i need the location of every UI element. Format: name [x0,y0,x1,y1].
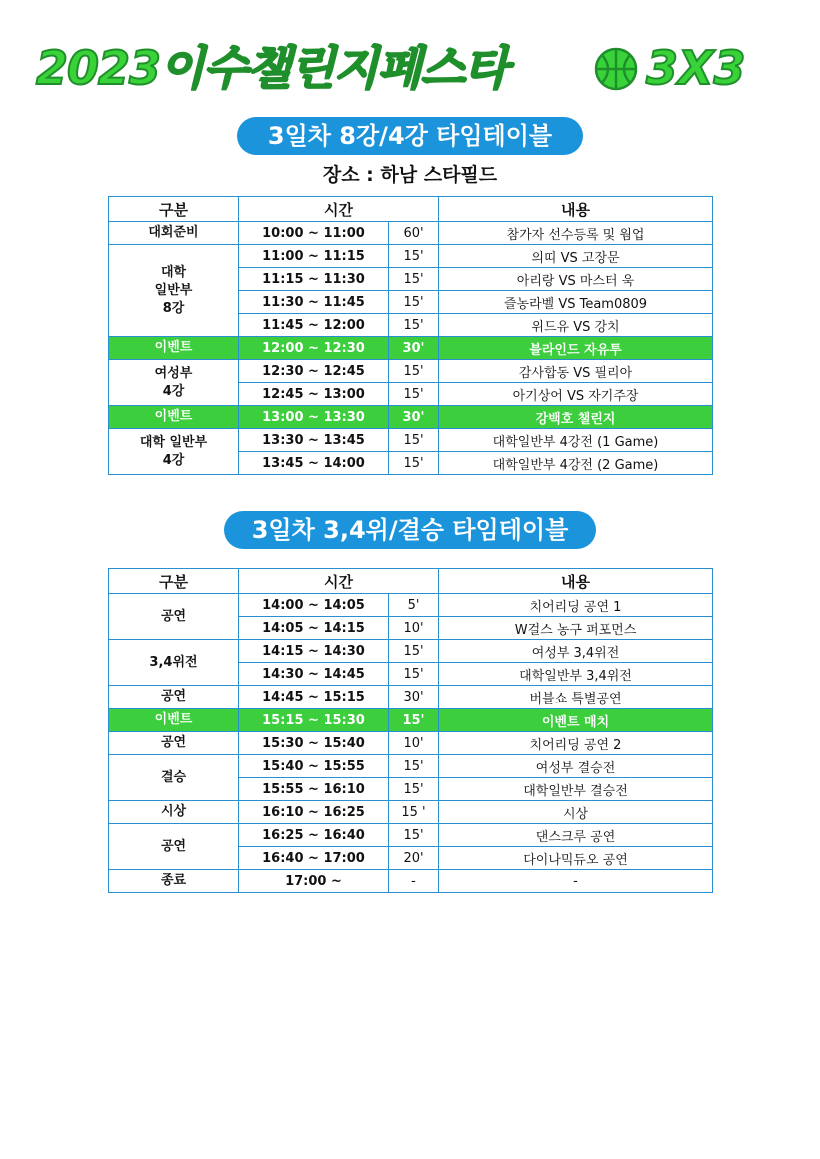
time-cell: 15:40 ~ 15:55 [239,755,389,778]
duration-cell: 15' [389,268,439,291]
content-cell: 즐농라벨 VS Team0809 [439,291,713,314]
time-cell: 12:30 ~ 12:45 [239,360,389,383]
category-cell [109,360,239,406]
table-row [109,801,713,824]
content-cell: 블라인드 자유투 [439,337,713,360]
time-cell: 14:05 ~ 14:15 [239,617,389,640]
content-cell: 치어리딩 공연 2 [439,732,713,755]
time-cell: 15:15 ~ 15:30 [239,709,389,732]
content-cell: 다이나믹듀오 공연 [439,847,713,870]
table-header-row [109,569,713,594]
col-content: 내용 [439,569,713,594]
time-cell: 15:55 ~ 16:10 [239,778,389,801]
duration-cell: 15' [389,360,439,383]
content-cell: 대학일반부 4강전 (1 Game) [439,429,713,452]
category-line: 일반부 [154,282,193,298]
category-cell: 공연 [109,686,239,709]
table-row [109,732,713,755]
table-row [109,360,713,383]
duration-cell: 15' [389,824,439,847]
schedule-table-day3-quarter-semi [108,196,713,475]
category-cell: 이벤트 [109,709,239,732]
time-cell: 14:00 ~ 14:05 [239,594,389,617]
duration-cell: 10' [389,617,439,640]
category-line: 여성부 [154,365,193,381]
duration-cell: 15' [389,429,439,452]
content-cell: 치어리딩 공연 1 [439,594,713,617]
content-cell: 여성부 3,4위전 [439,640,713,663]
content-cell: 댄스크루 공연 [439,824,713,847]
duration-cell: - [389,870,439,893]
col-content: 내용 [439,197,713,222]
duration-cell: 15' [389,452,439,475]
duration-cell: 15' [389,383,439,406]
table-row [109,429,713,452]
time-cell: 14:15 ~ 14:30 [239,640,389,663]
category-line: 4강 [162,452,185,468]
content-cell: 감사합동 VS 필리아 [439,360,713,383]
time-cell: 14:30 ~ 14:45 [239,663,389,686]
duration-cell: 15' [389,314,439,337]
content-cell: 의띠 VS 고장문 [439,245,713,268]
category-cell: 종료 [109,870,239,893]
duration-cell: 15' [389,291,439,314]
duration-cell: 15' [389,663,439,686]
content-cell: 참가자 선수등록 및 웜업 [439,222,713,245]
table-row [109,686,713,709]
category-line: 대학 [160,264,187,280]
content-cell: 이벤트 매치 [439,709,713,732]
table-row [109,755,713,778]
time-cell: 12:00 ~ 12:30 [239,337,389,360]
time-cell: 16:25 ~ 16:40 [239,824,389,847]
time-cell: 11:45 ~ 12:00 [239,314,389,337]
content-cell: - [439,870,713,893]
content-cell: 대학일반부 결승전 [439,778,713,801]
table-row [109,245,713,268]
content-cell: 대학일반부 4강전 (2 Game) [439,452,713,475]
category-cell: 시상 [109,801,239,824]
festival-title-3x3: 3X3 [646,41,746,95]
time-cell: 10:00 ~ 11:00 [239,222,389,245]
category-cell: 3,4위전 [109,640,239,686]
col-category: 구분 [109,569,239,594]
content-cell: 여성부 결승전 [439,755,713,778]
duration-cell: 20' [389,847,439,870]
content-cell: 버블쇼 특별공연 [439,686,713,709]
content-cell: 아리랑 VS 마스터 욱 [439,268,713,291]
event-row [109,406,713,429]
festival-header [0,38,820,102]
duration-cell: 15' [389,755,439,778]
time-cell: 16:10 ~ 16:25 [239,801,389,824]
content-cell: 시상 [439,801,713,824]
category-line: 대학 일반부 [139,434,208,450]
category-cell: 이벤트 [109,406,239,429]
duration-cell: 15' [389,245,439,268]
category-line: 8강 [162,300,185,316]
table-row [109,594,713,617]
duration-cell: 30' [389,406,439,429]
duration-cell: 15' [389,640,439,663]
time-cell: 11:15 ~ 11:30 [239,268,389,291]
duration-cell: 30' [389,337,439,360]
time-cell: 17:00 ~ [239,870,389,893]
festival-title: 2023이수챌린지페스타 [36,41,508,95]
time-cell: 14:45 ~ 15:15 [239,686,389,709]
time-cell: 15:30 ~ 15:40 [239,732,389,755]
duration-cell: 15 ' [389,801,439,824]
duration-cell: 15' [389,778,439,801]
col-category: 구분 [109,197,239,222]
table-row [109,824,713,847]
category-cell: 대회준비 [109,222,239,245]
time-cell: 13:00 ~ 13:30 [239,406,389,429]
category-cell: 공연 [109,594,239,640]
time-cell: 11:00 ~ 11:15 [239,245,389,268]
content-cell: 위드유 VS 강치 [439,314,713,337]
category-cell: 이벤트 [109,337,239,360]
duration-cell: 60' [389,222,439,245]
time-cell: 16:40 ~ 17:00 [239,847,389,870]
time-cell: 12:45 ~ 13:00 [239,383,389,406]
duration-cell: 10' [389,732,439,755]
content-cell: 대학일반부 3,4위전 [439,663,713,686]
category-cell [109,429,239,475]
time-cell: 13:45 ~ 14:00 [239,452,389,475]
table-row [109,640,713,663]
section1-heading: 3일차 8강/4강 타임테이블 [237,117,583,155]
duration-cell: 30' [389,686,439,709]
table-row [109,222,713,245]
content-cell: 아기상어 VS 자기주장 [439,383,713,406]
col-time: 시간 [239,197,439,222]
content-cell: 강백호 챌린지 [439,406,713,429]
table-row [109,870,713,893]
category-cell: 결승 [109,755,239,801]
category-cell: 공연 [109,732,239,755]
category-line: 4강 [162,383,185,399]
duration-cell: 15' [389,709,439,732]
table-header-row [109,197,713,222]
duration-cell: 5' [389,594,439,617]
content-cell: W걸스 농구 퍼포먼스 [439,617,713,640]
basketball-icon [594,47,638,91]
event-row [109,709,713,732]
schedule-table-day3-final [108,568,713,893]
category-cell: 공연 [109,824,239,870]
venue-label: 장소 : 하남 스타필드 [322,164,498,186]
time-cell: 13:30 ~ 13:45 [239,429,389,452]
col-time: 시간 [239,569,439,594]
category-cell [109,245,239,337]
time-cell: 11:30 ~ 11:45 [239,291,389,314]
section2-heading: 3일차 3,4위/결승 타임테이블 [224,511,596,549]
event-row [109,337,713,360]
